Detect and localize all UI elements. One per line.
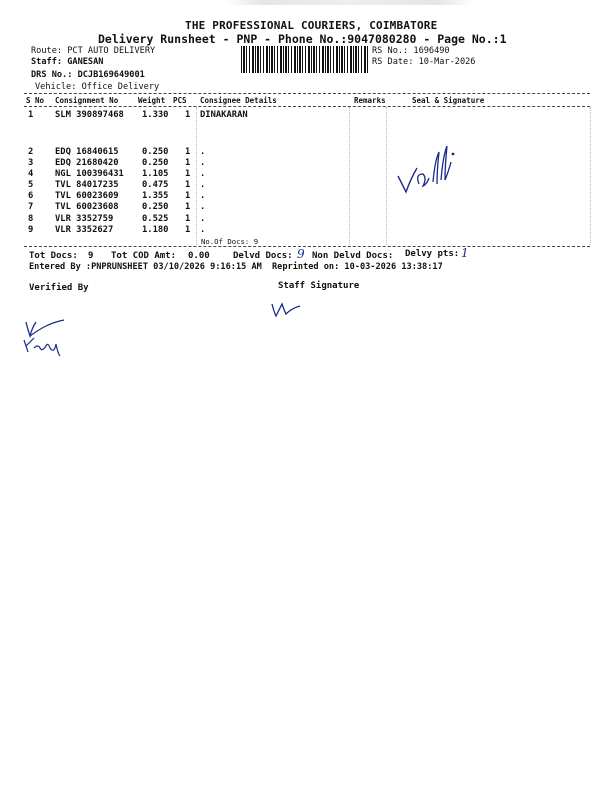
row-sno: 7 (28, 202, 34, 212)
receiver-signature (395, 140, 465, 200)
row-consignment: EDQ 16840615 (55, 147, 119, 157)
row-weight: 1.180 (142, 225, 169, 235)
delvy-pts-handwritten: 1 (461, 246, 469, 260)
row-consignee: . (200, 225, 206, 235)
row-sno: 5 (28, 180, 34, 190)
row-sno: 1 (28, 110, 34, 120)
table-bottom-rule (24, 246, 590, 247)
row-pcs: 1 (185, 180, 191, 190)
row-sno: 6 (28, 191, 34, 201)
header-bottom-rule (24, 106, 590, 107)
row-consignment: VLR 3352627 (55, 225, 114, 235)
col-header-consignment: Consignment No (55, 96, 119, 105)
table-row (0, 169, 600, 180)
rs-number: RS No.: 1696490 (372, 46, 450, 56)
cod-label: Tot COD Amt: (111, 251, 177, 261)
col-header-remarks: Remarks (354, 96, 386, 105)
row-weight: 1.330 (142, 110, 169, 120)
row-pcs: 1 (185, 158, 191, 168)
table-row (0, 147, 600, 158)
row-consignment: NGL 100396431 (55, 169, 124, 179)
col-header-pcs: PCS (173, 96, 187, 105)
delvd-docs-handwritten: 9 (297, 247, 305, 261)
row-sno: 4 (28, 169, 34, 179)
row-pcs: 1 (185, 169, 191, 179)
delvy-pts-label: Delvy pts: (405, 249, 460, 259)
row-pcs: 1 (185, 147, 191, 157)
scan-artifact (225, 0, 475, 5)
row-consignee: DINAKARAN (200, 110, 248, 120)
table-row (0, 225, 600, 236)
barcode-image (241, 46, 369, 73)
row-pcs: 1 (185, 202, 191, 212)
row-weight: 1.355 (142, 191, 169, 201)
col-header-consignee: Consignee Details (200, 96, 277, 105)
table-row (0, 110, 600, 121)
row-sno: 3 (28, 158, 34, 168)
staff-signature-label: Staff Signature (278, 281, 360, 291)
row-sno: 9 (28, 225, 34, 235)
company-title: THE PROFESSIONAL COURIERS, COIMBATORE (185, 19, 438, 32)
staff-text: Staff: GANESAN (31, 57, 104, 67)
route-text: Route: PCT AUTO DELIVERY (31, 46, 156, 56)
tot-docs-label: Tot Docs: (29, 251, 78, 261)
vehicle-text: Vehicle: Office Delivery (35, 82, 160, 92)
non-delvd-label: Non Delvd Docs: (312, 251, 394, 261)
entered-by: Entered By :PNPRUNSHEET 03/10/2026 9:16:15 AM (29, 262, 262, 272)
row-weight: 0.475 (142, 180, 169, 190)
row-consignee: . (200, 214, 206, 224)
row-consignment: TVL 84017235 (55, 180, 119, 190)
no-of-docs: No.Of Docs: 9 (201, 237, 259, 246)
row-consignee: . (200, 180, 206, 190)
staff-signature (270, 298, 304, 320)
row-consignee: . (200, 158, 206, 168)
row-weight: 0.250 (142, 158, 169, 168)
row-consignee: . (200, 191, 206, 201)
col-header-seal: Seal & Signature (412, 96, 485, 105)
table-row (0, 180, 600, 191)
row-consignee: . (200, 202, 206, 212)
reprinted-on: Reprinted on: 10-03-2026 13:38:17 (272, 262, 443, 272)
row-consignment: TVL 60023608 (55, 202, 119, 212)
table-row (0, 158, 600, 169)
row-sno: 8 (28, 214, 34, 224)
verifier-signature (20, 318, 80, 358)
table-row (0, 191, 600, 202)
row-pcs: 1 (185, 214, 191, 224)
row-consignee: . (200, 169, 206, 179)
row-weight: 1.105 (142, 169, 169, 179)
row-pcs: 1 (185, 110, 191, 120)
col-header-sno: S No (26, 96, 45, 105)
header-top-rule (24, 93, 590, 94)
tot-docs-value: 9 (88, 251, 94, 261)
row-consignment: SLM 390897468 (55, 110, 124, 120)
row-pcs: 1 (185, 191, 191, 201)
runsheet-subtitle: Delivery Runsheet - PNP - Phone No.:9047080280 - Page No.:1 (98, 32, 507, 46)
verified-by-label: Verified By (29, 283, 89, 293)
table-row (0, 214, 600, 225)
row-consignment: EDQ 21680420 (55, 158, 119, 168)
row-weight: 0.250 (142, 202, 169, 212)
row-consignment: TVL 60023609 (55, 191, 119, 201)
drs-number: DRS No.: DCJB169649001 (31, 70, 145, 80)
cod-value: 0.00 (188, 251, 210, 261)
rs-date: RS Date: 10-Mar-2026 (372, 57, 476, 67)
row-sno: 2 (28, 147, 34, 157)
row-consignment: VLR 3352759 (55, 214, 114, 224)
col-header-weight: Weight (138, 96, 166, 105)
delvd-docs-label: Delvd Docs: (233, 251, 293, 261)
table-row (0, 202, 600, 213)
row-pcs: 1 (185, 225, 191, 235)
row-consignee: . (200, 147, 206, 157)
row-weight: 0.525 (142, 214, 169, 224)
row-weight: 0.250 (142, 147, 169, 157)
